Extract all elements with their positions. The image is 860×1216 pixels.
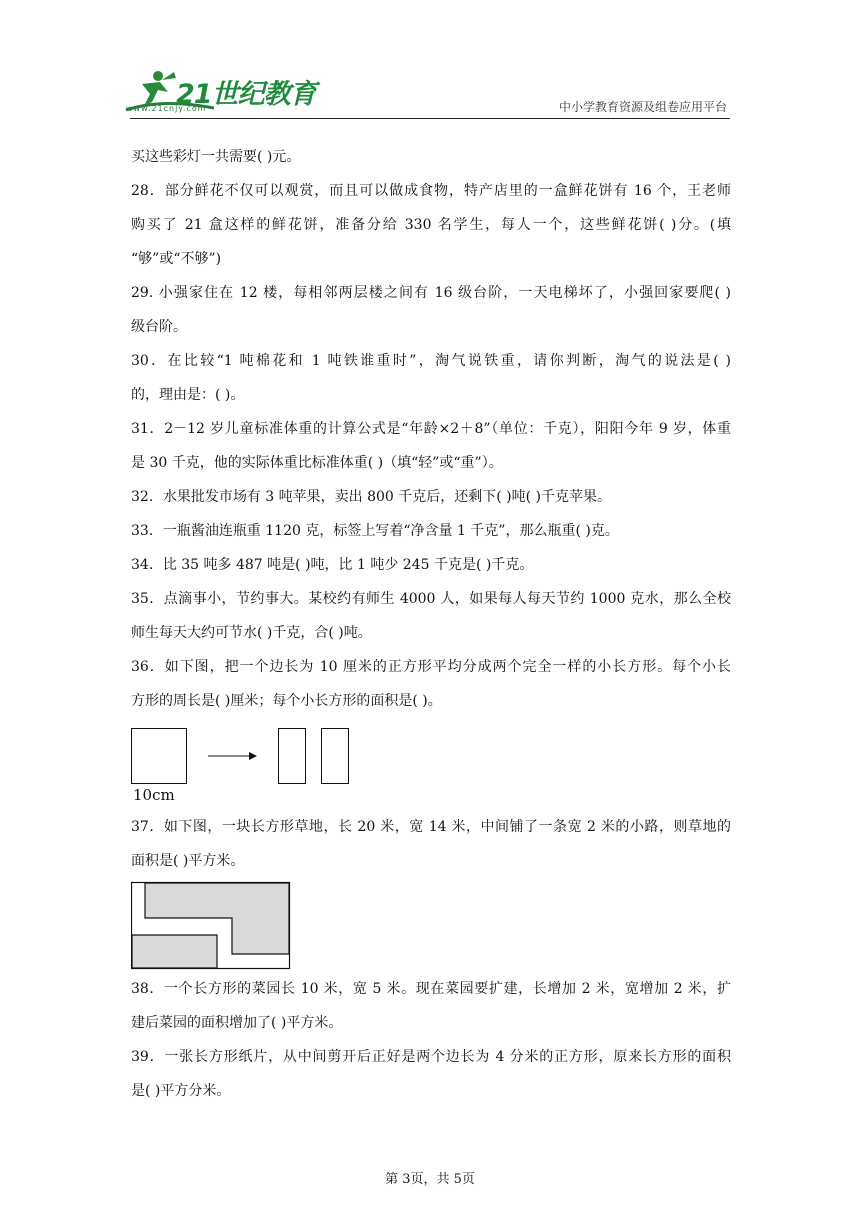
question-27-tail: 买这些彩灯一共需要( )元。 (131, 149, 301, 165)
question-list (131, 140, 731, 1108)
question-39-line: 是( )平方分米。 (131, 1083, 231, 1099)
question-28-line: 购买了 21 盒这样的鲜花饼，准备分给 330 名学生，每人一个，这些鲜花饼( )分。(填 (131, 217, 731, 233)
question-28-line: 28．部分鲜花不仅可以观赏，而且可以做成食物，特产店里的一盒鲜花饼有 16 个，王老师 (131, 183, 731, 199)
platform-name: 中小学教育资源及组卷应用平台 (558, 100, 727, 114)
question-30-line: 30．在比较“1 吨棉花和 1 吨铁谁重时”，淘气说铁重，请你判断，淘气的说法是( ) (131, 353, 731, 369)
question-35-line: 35．点滴事小，节约事大。某校约有师生 4000 人，如果每人每天节约 1000 克水，那么全校 (131, 591, 731, 607)
page-header (0, 0, 860, 122)
question-31-line: 31．2－12 岁儿童标准体重的计算公式是“年龄×2＋8”（单位：千克），阳阳今年 9 岁，体重 (131, 421, 731, 437)
logo-url: www.21cnjy.com (126, 104, 207, 113)
question-37-line: 面积是( )平方米。 (131, 853, 245, 869)
question-37-line: 37．如下图，一块长方形草地，长 20 米，宽 14 米，中间铺了一条宽 2 米的小路，则草地的 (131, 819, 731, 835)
lawn-path-diagram (131, 878, 293, 972)
question-32: 32．水果批发市场有 3 吨苹果，卖出 800 千克后，还剩下( )吨( )千克苹果。 (131, 489, 611, 505)
figure-36 (131, 718, 731, 810)
figure-36-label: 10cm (133, 786, 175, 804)
question-36-line: 方形的周长是( )厘米；每个小长方形的面积是( )。 (131, 693, 442, 709)
question-36-line: 36．如下图，把一个边长为 10 厘米的正方形平均分成两个完全一样的小长方形。每个小长 (131, 659, 731, 675)
question-39-line: 39．一张长方形纸片，从中间剪开后正好是两个边长为 4 分米的正方形，原来长方形的面积 (131, 1049, 731, 1065)
question-31-line: 是 30 千克，他的实际体重比标准体重( )（填“轻”或“重”）。 (131, 455, 503, 471)
question-33: 33．一瓶酱油连瓶重 1120 克，标签上写着“净含量 1 千克”，那么瓶重( )克。 (131, 523, 619, 539)
question-38-line: 建后菜园的面积增加了( )平方米。 (131, 1015, 343, 1031)
question-28-line: “够”或“不够”) (131, 251, 222, 267)
question-34: 34．比 35 吨多 487 吨是( )吨，比 1 吨少 245 千克是( )千克。 (131, 557, 534, 573)
question-29-line: 29. 小强家住在 12 楼，每相邻两层楼之间有 16 级台阶，一天电梯坏了，小强回家要爬( ) (131, 285, 731, 301)
page-footer: 第 3页，共 5页 (385, 1172, 475, 1187)
header-divider (130, 118, 730, 119)
figure-37 (131, 878, 731, 972)
question-29-line: 级台阶。 (131, 319, 187, 335)
logo-text: 21世纪教育 (176, 79, 316, 110)
question-35-line: 师生每天大约可节水( )千克，合( )吨。 (131, 625, 372, 641)
question-30-line: 的，理由是：( )。 (131, 387, 245, 403)
question-38-line: 38．一个长方形的菜园长 10 米，宽 5 米。现在菜园要扩建，长增加 2 米，宽增加 2 米，扩 (131, 981, 731, 997)
